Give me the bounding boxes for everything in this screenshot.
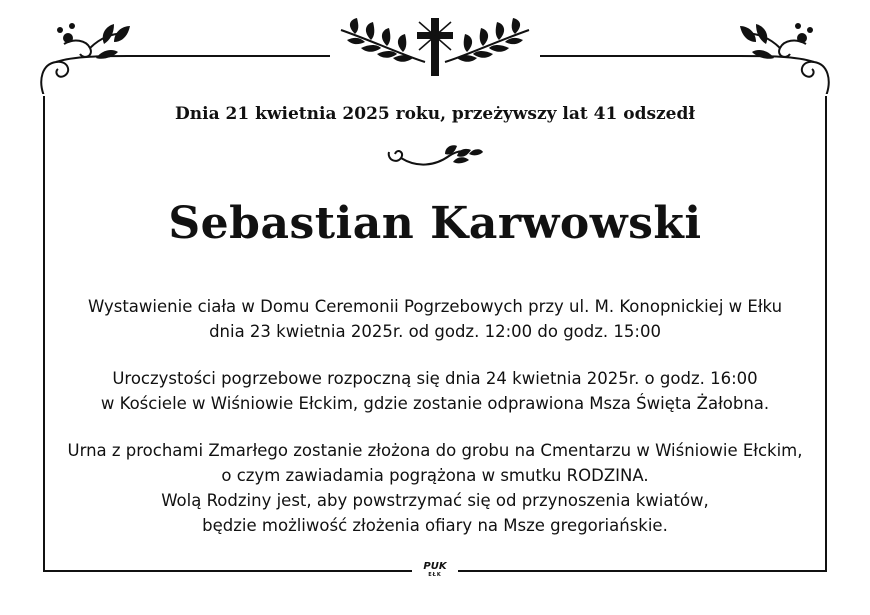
paragraph-line: dnia 23 kwietnia 2025r. od godz. 12:00 do godz. 15:00 (209, 322, 661, 341)
corner-scroll-icon (34, 14, 144, 94)
paragraph-line: w Kościele w Wiśniowie Ełckim, gdzie zostanie odprawiona Msza Święta Żałobna. (100, 394, 770, 413)
paragraph-line: Uroczystości pogrzebowe rozpoczną się dnia 24 kwietnia 2025r. o godz. 16:00 (112, 369, 758, 388)
corner-scroll-icon (726, 14, 836, 94)
logo-subtext: EŁK (428, 572, 442, 578)
death-date-intro: Dnia 21 kwietnia 2025 roku, przeżywszy lat 41 odszedł (175, 104, 695, 124)
funeral-info-paragraph (44, 366, 826, 416)
flourish-icon (383, 142, 487, 174)
paragraph-line: Wolą Rodziny jest, aby powstrzymać się od przynoszenia kwiatów, (161, 491, 709, 510)
paragraph-line: Urna z prochami Zmarłego zostanie złożona do grobu na Cmentarzu w Wiśniowie Ełckim, (67, 441, 803, 460)
company-logo (412, 561, 458, 578)
deceased-name: Sebastian Karwowski (168, 198, 702, 249)
viewing-info-paragraph (44, 294, 826, 344)
paragraph-line: będzie możliwość złożenia ofiary na Msze gregoriańskie. (202, 516, 668, 535)
paragraph-line: o czym zawiadamia pogrążona w smutku RODZINA. (221, 466, 649, 485)
paragraph-line: Wystawienie ciała w Domu Ceremonii Pogrzebowych przy ul. M. Konopnickiej w Ełku (87, 297, 783, 316)
cross-icon (335, 14, 535, 80)
logo-text: PUK (423, 561, 447, 572)
burial-info-paragraph (44, 438, 826, 538)
